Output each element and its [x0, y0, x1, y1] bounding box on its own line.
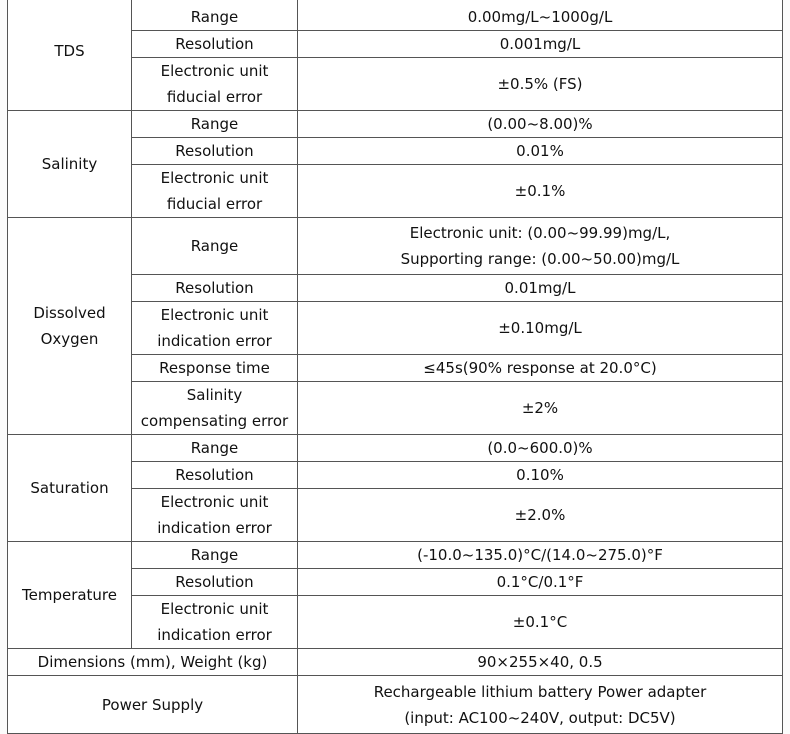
param-label-line: indication error: [157, 519, 272, 537]
saturation-resolution: 0.10%: [298, 462, 783, 489]
dimensions-label: Dimensions (mm), Weight (kg): [8, 649, 298, 676]
table-row: [8, 111, 783, 138]
param-label: [132, 302, 298, 355]
param-label: Range: [132, 435, 298, 462]
table-row: [8, 218, 783, 275]
dissolved-oxygen-range: [298, 218, 783, 275]
param-label-line: fiducial error: [166, 88, 263, 106]
dissolved-oxygen-response: ≤45s(90% response at 20.0°C): [298, 355, 783, 382]
saturation-label: Saturation: [8, 435, 132, 542]
tds-range: 0.00mg/L~1000g/L: [298, 0, 783, 31]
param-label: [132, 489, 298, 542]
param-label: Range: [132, 218, 298, 275]
param-label-line: Electronic unit: [160, 169, 269, 187]
table-row: [8, 649, 783, 676]
param-label: [132, 382, 298, 435]
power-supply-label: Power Supply: [8, 676, 298, 734]
salinity-label: Salinity: [8, 111, 132, 218]
param-label: Range: [132, 111, 298, 138]
param-label-line: Electronic unit: [160, 306, 269, 324]
spec-table: [7, 0, 783, 734]
tds-error: ±0.5% (FS): [298, 58, 783, 111]
table-row: [8, 676, 783, 734]
salinity-resolution: 0.01%: [298, 138, 783, 165]
param-label-line: fiducial error: [166, 195, 263, 213]
param-label: [132, 596, 298, 649]
range-line: Supporting range: (0.00~50.00)mg/L: [400, 250, 680, 268]
tds-label: TDS: [8, 0, 132, 111]
saturation-range: (0.0~600.0)%: [298, 435, 783, 462]
param-label: [132, 58, 298, 111]
table-row: [8, 435, 783, 462]
power-line: (input: AC100~240V, output: DC5V): [404, 708, 676, 727]
salinity-range: (0.00~8.00)%: [298, 111, 783, 138]
table-row: [8, 542, 783, 569]
temperature-error: ±0.1°C: [298, 596, 783, 649]
param-label: Resolution: [132, 31, 298, 58]
param-label-line: Electronic unit: [160, 493, 269, 511]
param-label: Resolution: [132, 138, 298, 165]
param-label: [132, 165, 298, 218]
dissolved-oxygen-error: ±0.10mg/L: [298, 302, 783, 355]
param-label: Response time: [132, 355, 298, 382]
temperature-resolution: 0.1°C/0.1°F: [298, 569, 783, 596]
param-label-line: Electronic unit: [160, 600, 269, 618]
temperature-range: (-10.0~135.0)°C/(14.0~275.0)°F: [298, 542, 783, 569]
saturation-error: ±2.0%: [298, 489, 783, 542]
param-label-line: indication error: [157, 626, 272, 644]
param-label-line: indication error: [157, 332, 272, 350]
param-label-line: Electronic unit: [160, 62, 269, 80]
tds-resolution: 0.001mg/L: [298, 31, 783, 58]
param-label: Resolution: [132, 569, 298, 596]
group-label-line: Dissolved: [33, 304, 106, 322]
table-row: [8, 0, 783, 31]
dissolved-oxygen-resolution: 0.01mg/L: [298, 275, 783, 302]
power-line: Rechargeable lithium battery Power adapter: [373, 682, 707, 701]
power-supply-value: [298, 676, 783, 734]
dissolved-oxygen-label: [8, 218, 132, 435]
param-label: Resolution: [132, 275, 298, 302]
dissolved-oxygen-salinity-comp: ±2%: [298, 382, 783, 435]
param-label-line: Salinity: [186, 386, 243, 404]
param-label-line: compensating error: [140, 412, 289, 430]
temperature-label: Temperature: [8, 542, 132, 649]
param-label: Range: [132, 0, 298, 31]
param-label: Range: [132, 542, 298, 569]
group-label-line: Oxygen: [40, 330, 99, 348]
salinity-error: ±0.1%: [298, 165, 783, 218]
param-label: Resolution: [132, 462, 298, 489]
range-line: Electronic unit: (0.00~99.99)mg/L,: [409, 224, 671, 242]
dimensions-value: 90×255×40, 0.5: [298, 649, 783, 676]
